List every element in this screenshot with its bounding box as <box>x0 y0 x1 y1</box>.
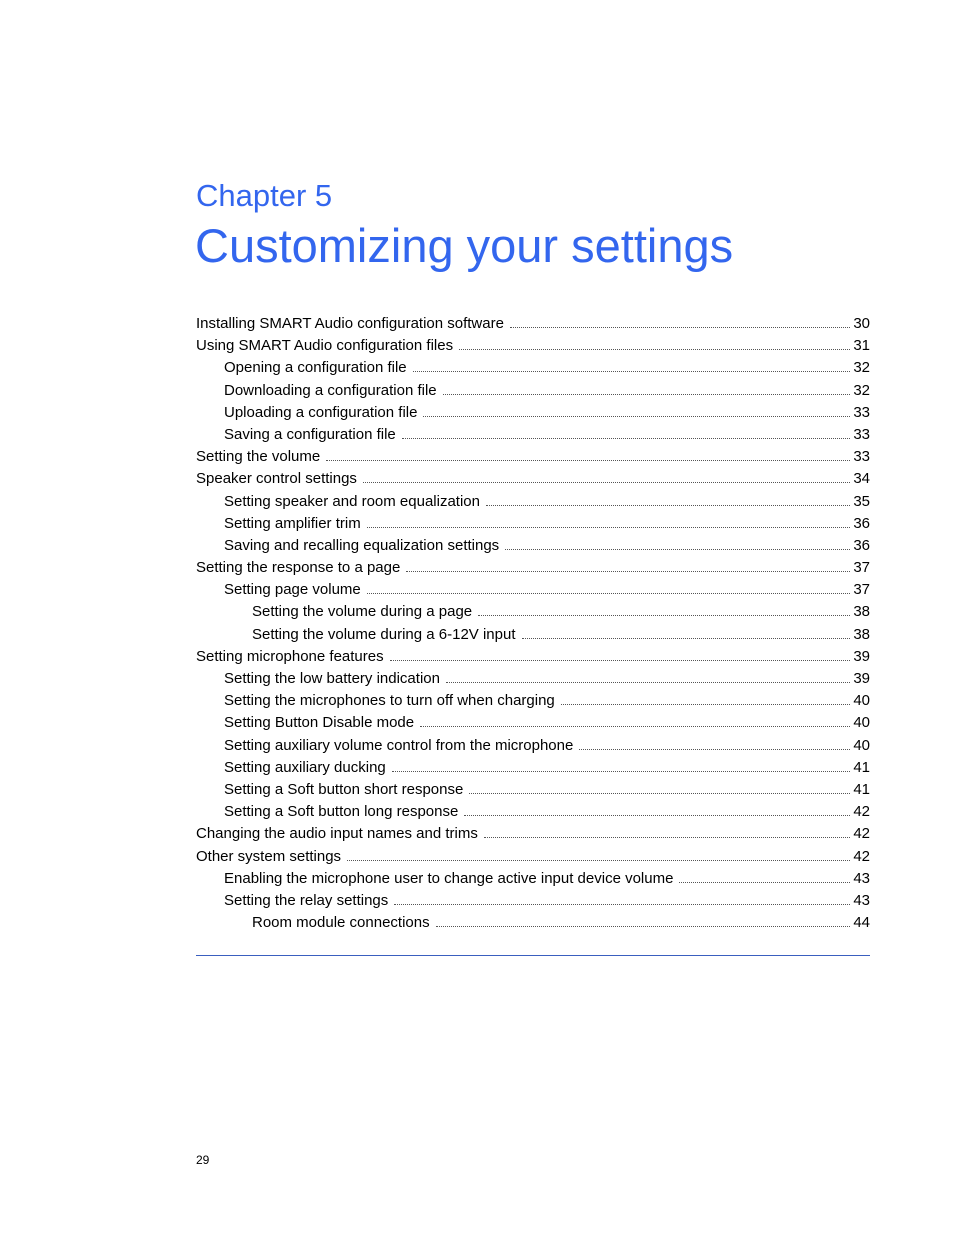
toc-entry-title: Room module connections <box>252 914 430 932</box>
toc-entry[interactable] <box>196 535 870 557</box>
chapter-label: Chapter 5 <box>196 178 333 213</box>
toc-dot-leader <box>443 394 851 395</box>
toc-entry[interactable] <box>196 402 870 424</box>
toc-entry-page: 38 <box>853 603 870 621</box>
toc-entry-title: Speaker control settings <box>196 470 357 488</box>
toc-dot-leader <box>367 593 851 594</box>
toc-dot-leader <box>326 460 850 461</box>
toc-dot-leader <box>436 926 851 927</box>
toc-entry-page: 41 <box>853 780 870 798</box>
toc-entry-title: Saving and recalling equalization settings <box>224 536 500 554</box>
toc-entry[interactable] <box>196 468 870 490</box>
toc-entry-title: Setting speaker and room equalization <box>224 492 480 510</box>
toc-entry-title: Setting page volume <box>224 581 361 599</box>
toc-entry-title: Setting amplifier trim <box>224 514 361 532</box>
toc-entry-page: 40 <box>853 736 870 754</box>
toc-entry-page: 39 <box>853 670 870 687</box>
toc-entry[interactable] <box>196 601 870 623</box>
toc-dot-leader <box>464 815 850 816</box>
toc-dot-leader <box>679 882 850 883</box>
toc-entry[interactable] <box>196 868 870 890</box>
section-divider <box>196 955 870 956</box>
toc-entry-title: Setting auxiliary ducking <box>224 758 386 776</box>
toc-entry-title: Setting a Soft button long response <box>224 803 459 821</box>
toc-dot-leader <box>478 615 850 616</box>
toc-entry-title: Using SMART Audio configuration files <box>196 337 454 355</box>
toc-entry-page: 42 <box>853 847 870 865</box>
toc-entry-title: Setting a Soft button short response <box>224 780 464 798</box>
toc-entry-title: Changing the audio input names and trims <box>196 825 478 843</box>
toc-entry-title: Setting the volume during a page <box>252 603 473 621</box>
toc-entry[interactable] <box>196 801 870 823</box>
toc-entry-title: Installing SMART Audio configuration software <box>196 315 504 332</box>
toc-dot-leader <box>522 638 851 639</box>
toc-entry-page: 33 <box>853 425 870 443</box>
chapter-title: Customizing your settings <box>195 219 734 272</box>
toc-entry-page: 40 <box>853 714 870 732</box>
toc-entry[interactable] <box>196 890 870 912</box>
toc-entry-title: Other system settings <box>196 847 342 865</box>
toc-dot-leader <box>392 771 851 772</box>
toc-entry-page: 43 <box>853 891 870 909</box>
toc-entry[interactable] <box>196 357 870 379</box>
toc-entry-page: 36 <box>853 514 870 532</box>
toc-dot-leader <box>363 482 850 483</box>
toc-entry[interactable] <box>196 846 870 868</box>
toc-entry-title: Setting the microphones to turn off when charging <box>224 692 555 710</box>
toc-entry[interactable] <box>196 579 870 601</box>
toc-dot-leader <box>406 571 850 572</box>
page-number: 29 <box>196 1153 210 1167</box>
toc-entry[interactable] <box>196 690 870 712</box>
toc-dot-leader <box>413 371 851 372</box>
table-of-contents <box>196 313 870 934</box>
toc-entry-page: 37 <box>853 559 870 577</box>
toc-entry-title: Setting microphone features <box>196 647 384 665</box>
toc-dot-leader <box>423 416 850 417</box>
toc-entry-page: 41 <box>853 758 870 776</box>
toc-entry-title: Enabling the microphone user to change active input device volume <box>224 869 674 887</box>
toc-entry-title: Setting auxiliary volume control from the microphone <box>224 736 574 754</box>
toc-entry-page: 36 <box>853 536 870 554</box>
toc-entry[interactable] <box>196 624 870 646</box>
toc-entry-title: Opening a configuration file <box>224 359 407 377</box>
toc-entry[interactable] <box>196 335 870 357</box>
toc-dot-leader <box>469 793 850 794</box>
toc-dot-leader <box>367 527 851 528</box>
toc-entry-title: Setting the low battery indication <box>224 670 440 687</box>
toc-dot-leader <box>394 904 850 905</box>
toc-entry[interactable] <box>196 668 870 690</box>
toc-entry[interactable] <box>196 513 870 535</box>
toc-dot-leader <box>402 438 851 439</box>
toc-entry-page: 35 <box>853 492 870 510</box>
toc-entry[interactable] <box>196 446 870 468</box>
toc-entry[interactable] <box>196 424 870 446</box>
toc-dot-leader <box>486 505 850 506</box>
toc-entry-title: Downloading a configuration file <box>224 381 437 399</box>
toc-entry[interactable] <box>196 912 870 934</box>
toc-entry-page: 44 <box>853 914 870 932</box>
toc-dot-leader <box>446 682 850 683</box>
toc-entry[interactable] <box>196 735 870 757</box>
toc-entry-page: 31 <box>853 337 870 355</box>
toc-entry-title: Uploading a configuration file <box>224 403 418 421</box>
toc-entry-page: 34 <box>853 470 870 488</box>
toc-entry-page: 33 <box>853 403 870 421</box>
toc-dot-leader <box>579 749 850 750</box>
toc-entry-page: 30 <box>853 315 870 332</box>
toc-entry-page: 43 <box>853 869 870 887</box>
toc-entry-page: 38 <box>853 625 870 643</box>
toc-entry-page: 33 <box>853 448 870 466</box>
toc-entry-page: 32 <box>853 381 870 399</box>
toc-dot-leader <box>420 726 850 727</box>
toc-entry[interactable] <box>196 557 870 579</box>
toc-entry-title: Setting Button Disable mode <box>224 714 415 732</box>
toc-dot-leader <box>347 860 850 861</box>
toc-entry-page: 40 <box>853 692 870 710</box>
toc-entry-page: 39 <box>853 647 870 665</box>
toc-dot-leader <box>510 327 850 328</box>
toc-entry-page: 42 <box>853 803 870 821</box>
toc-entry-page: 37 <box>853 581 870 599</box>
toc-entry[interactable] <box>196 313 870 335</box>
toc-entry[interactable] <box>196 779 870 801</box>
toc-dot-leader <box>484 837 850 838</box>
toc-entry[interactable] <box>196 491 870 513</box>
toc-entry[interactable] <box>196 823 870 845</box>
toc-entry-page: 42 <box>853 825 870 843</box>
toc-dot-leader <box>561 704 851 705</box>
toc-entry-page: 32 <box>853 359 870 377</box>
toc-entry-title: Setting the volume during a 6-12V input <box>252 625 516 643</box>
toc-entry-title: Setting the relay settings <box>224 891 389 909</box>
toc-entry[interactable] <box>196 380 870 402</box>
toc-entry[interactable] <box>196 712 870 734</box>
toc-entry[interactable] <box>196 757 870 779</box>
toc-entry-title: Setting the volume <box>196 448 321 466</box>
toc-entry-title: Saving a configuration file <box>224 425 396 443</box>
toc-entry-title: Setting the response to a page <box>196 559 401 577</box>
toc-entry[interactable] <box>196 646 870 668</box>
toc-dot-leader <box>390 660 851 661</box>
toc-dot-leader <box>459 349 850 350</box>
toc-dot-leader <box>505 549 850 550</box>
